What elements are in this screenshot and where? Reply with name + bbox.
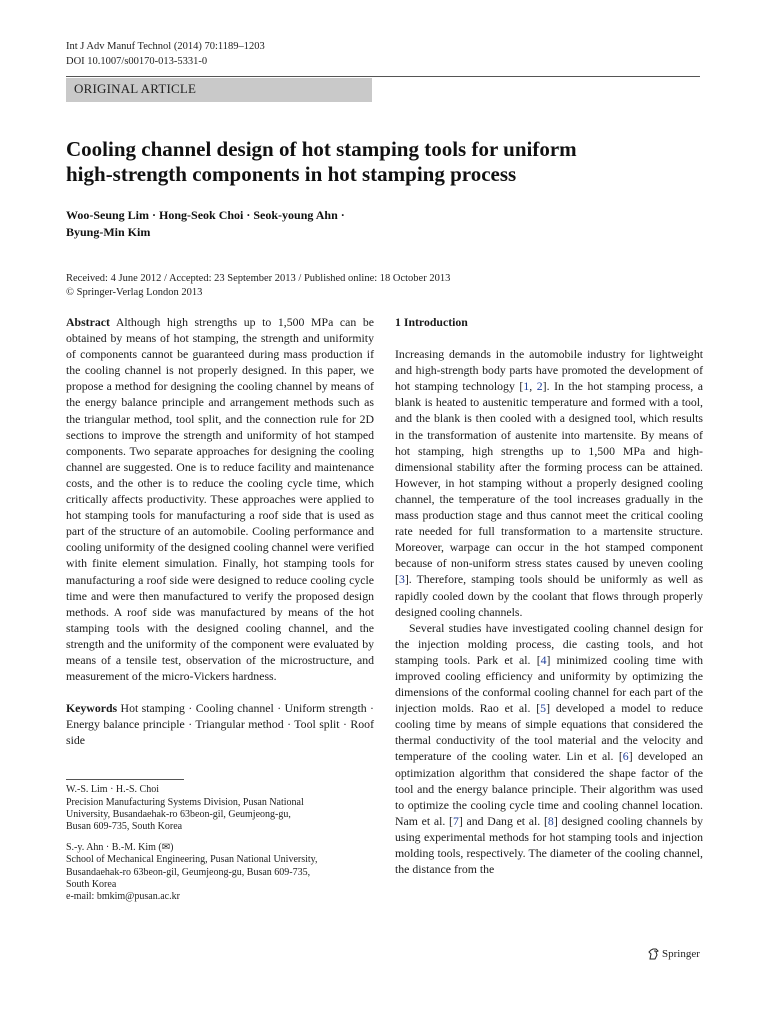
- text-run: Several studies have investigated cooling channel design for the injection molding process, die casting tools, and hot stamping tools. Park et al. [: [395, 620, 703, 667]
- publisher-footer: [648, 948, 700, 960]
- section-heading: 1 Introduction: [395, 315, 468, 329]
- text-run: ] and Dang et al. [: [458, 813, 548, 828]
- affiliation-2-line-1: School of Mechanical Engineering, Pusan National University,: [66, 854, 318, 866]
- text-run: ]. In the hot stamping process, a blank is heated to austenitic temperature and formed with a tool, and the blank is then cooled with a designed tool, which results in the transformation of austenite into martensite. By means of hot stamping, high strengths up to 1,500 MPa and high-dimensional stability after the forming process can be attained. However, in hot stamping without a properly designed cooling channel, the temperature of the tool increases gradually in the mass production stage and thus cannot meet the critical cooling rate needed for full transformation to a martensite structure. Moreover, warpage can occur in the hot stamped component because of non-uniform stress states caused by uneven cooling [: [395, 379, 703, 587]
- citation-link[interactable]: 6: [622, 749, 629, 764]
- dates-line: Received: 4 June 2012 / Accepted: 23 September 2013 / Published online: 18 October 2013: [66, 273, 451, 284]
- abstract-label: Abstract: [66, 315, 110, 329]
- affiliation-1: [66, 784, 374, 833]
- authors-line-1: Woo-Seung Lim · Hong-Seok Choi · Seok-young Ahn ·: [66, 208, 345, 222]
- text-run: ] developed a model to reduce cooling time by means of simple equations that considered the thermal conductivity of the tool material and the velocity and temperature of the cooling water. Lin et al. [: [395, 701, 703, 764]
- citation-link[interactable]: 8: [547, 813, 554, 828]
- citation-link[interactable]: 4: [540, 652, 547, 667]
- abstract: [66, 314, 374, 684]
- corresponding-email[interactable]: e-mail: bmkim@pusan.ac.kr: [66, 891, 180, 903]
- right-column: [395, 314, 703, 877]
- text-run: ,: [529, 379, 537, 394]
- abstract-text: Although high strengths up to 1,500 MPa can be obtained by means of hot stamping, the strength and uniformity of components cannot be guaranteed during mass production if the cooling channel is not properly designed. In this paper, we propose a method for designing the cooling channel by means of the energy balance principle and arrangement methods such as the triangular method, tool split, and the connection rule for 2D sections to improve the strength and uniformity of hot stamped components. Two separate approaches for designing the cooling channel are suggested. One is to reduce facility and maintenance costs, and the other is to reduce the cooling cycle time, which critically affects productivity. These approaches were applied to hot stamping tools for manufacturing a roof side that is used as part of the structure of an automobile. Cooling performance and cooling uniformity of the designed cooling channel were verified with finite element simulation. Finally, hot stamping tools for manufacturing a roof side were designed to reduce cooling cycle time and were then manufactured to verify the proposed design methods. A roof side was manufactured by means of the hot stamping tools with the designed cooling channel, and the strength and the uniformity of the component were evaluated by means of a tensile test, observation of the microstructure, and measurement of the micro-Vickers hardness.: [66, 315, 374, 684]
- title-line-1: Cooling channel design of hot stamping tools for uniform: [66, 137, 577, 161]
- author-list: [66, 207, 396, 241]
- publisher-name: Springer: [662, 948, 700, 960]
- header-rule: [66, 76, 700, 77]
- citation-link[interactable]: 7: [453, 813, 459, 828]
- affiliation-2-names: S.-y. Ahn · B.-M. Kim (✉): [66, 842, 174, 854]
- paper-title: [66, 137, 686, 187]
- text-run: ] designed cooling channels by using experimental methods for hot stamping tools and injection molding tools, respectively. The diameter of the cooling channel, the distance from the: [395, 813, 703, 877]
- doi: DOI 10.1007/s00170-013-5331-0: [66, 56, 208, 67]
- publication-dates: [66, 272, 686, 299]
- journal-reference: Int J Adv Manuf Technol (2014) 70:1189–1203: [66, 41, 265, 52]
- authors-line-2: Byung-Min Kim: [66, 225, 151, 239]
- affiliation-2: [66, 842, 374, 903]
- text-run: ]. Therefore, stamping tools should be uniformly as well as rapidly cooled down by the coolant that flows through properly designed cooling channels.: [395, 572, 703, 619]
- text-run: Increasing demands in the automobile industry for lightweight and high-strength body parts have promoted the development of hot stamping technology [: [395, 347, 703, 394]
- keywords: [66, 700, 374, 748]
- affiliation-1-line-3: Busan 609-735, South Korea: [66, 821, 183, 833]
- keywords-text: Hot stamping · Cooling channel · Uniform strength · Energy balance principle · Triangular method · Tool split · Roof side: [66, 701, 374, 748]
- springer-horse-icon: [648, 948, 659, 960]
- left-column: [66, 314, 374, 903]
- title-line-2: high-strength components in hot stamping process: [66, 162, 517, 186]
- text-run: ] minimized cooling time with improved cooling efficiency and uniformity by optimizing the dimensions of the conformal cooling channel for each part of the injection molds. Rao et al. [: [395, 652, 703, 716]
- text-run: ] developed an optimization algorithm that considered the shape factor of the tool and the energy balance principle. Their algorithm was used to optimize the cooling cycle time and cooling channel location. Nam et al. [: [395, 749, 703, 828]
- footnote-rule: [66, 779, 184, 780]
- citation-link[interactable]: 5: [540, 701, 547, 716]
- citation-link[interactable]: 1: [523, 379, 530, 394]
- affiliation-1-line-2: University, Busandaehak-ro 63beon-gil, Geumjeong-gu,: [66, 808, 291, 820]
- intro-paragraph-1: [395, 346, 703, 620]
- copyright: © Springer-Verlag London 2013: [66, 286, 203, 298]
- article-type-banner: ORIGINAL ARTICLE: [66, 78, 372, 102]
- intro-paragraph-2: [395, 620, 703, 878]
- citation-link[interactable]: 3: [398, 572, 405, 587]
- affiliation-2-line-2: Busandaehak-ro 63beon-gil, Geumjeong-gu, Busan 609-735,: [66, 866, 311, 878]
- affiliation-2-line-3: South Korea: [66, 878, 117, 890]
- citation-link[interactable]: 2: [536, 379, 543, 394]
- affiliation-1-line-1: Precision Manufacturing Systems Division, Pusan National: [66, 796, 304, 808]
- affiliation-1-names: W.-S. Lim · H.-S. Choi: [66, 784, 159, 796]
- keywords-label: Keywords: [66, 701, 118, 716]
